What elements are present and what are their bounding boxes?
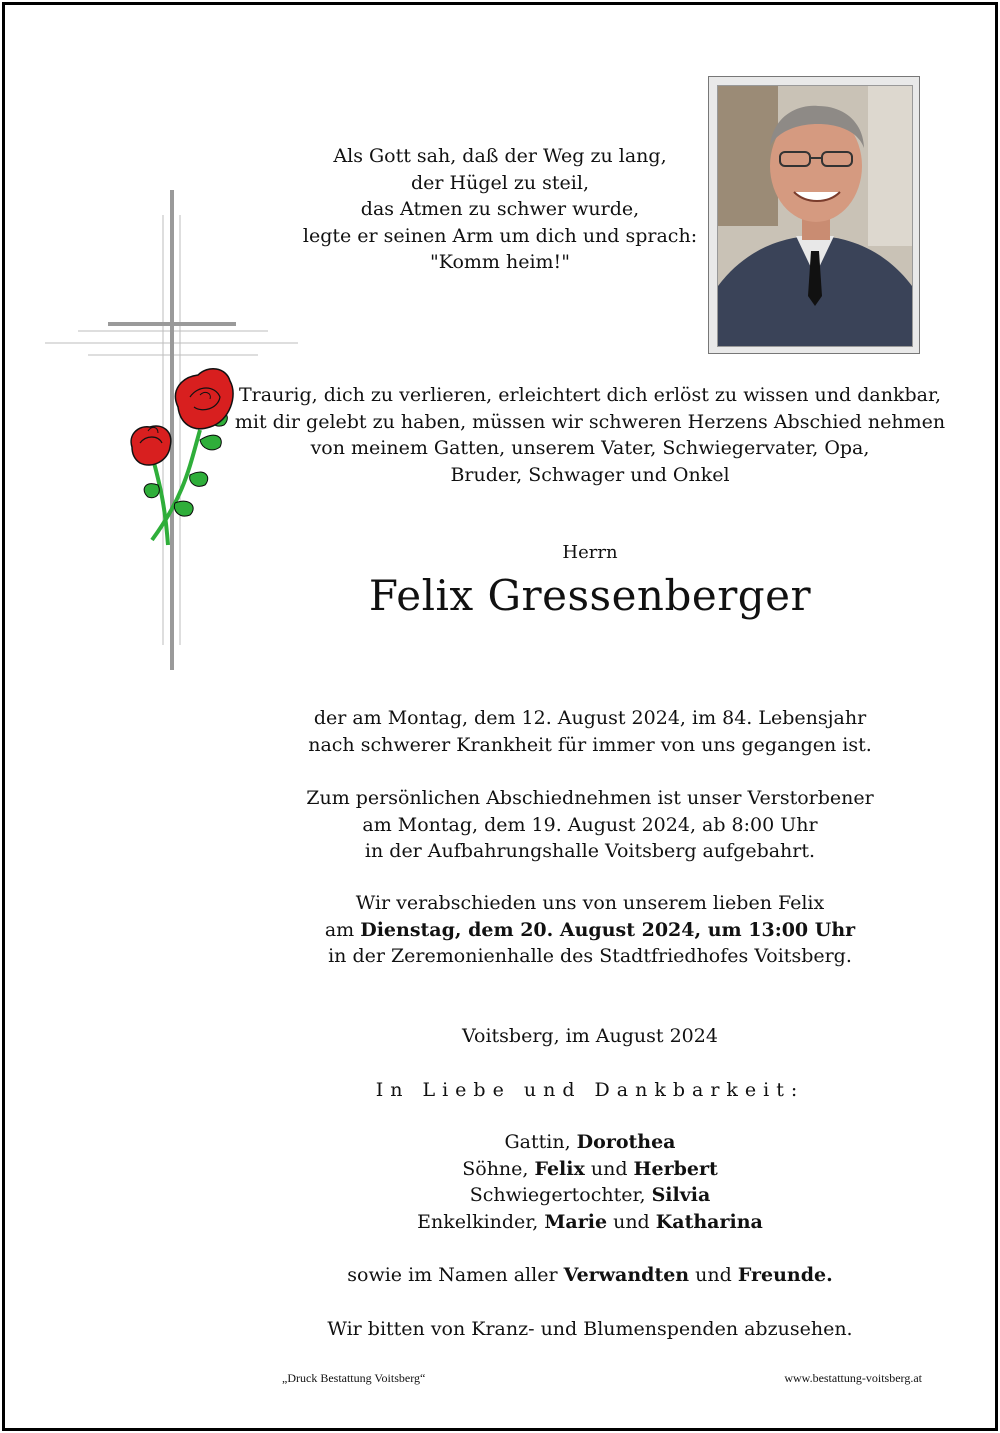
family-label: Gattin, xyxy=(504,1131,577,1153)
intro-line: Bruder, Schwager und Onkel xyxy=(450,463,730,486)
death-notice xyxy=(190,705,990,758)
portrait-photo xyxy=(717,85,913,347)
family-line xyxy=(290,1129,890,1156)
dedication: In Liebe und Dankbarkeit: xyxy=(375,1079,805,1101)
place-date: Voitsberg, im August 2024 xyxy=(462,1025,718,1047)
intro-line: mit dir gelebt zu haben, müssen wir schweren Herzens Abschied nehmen xyxy=(234,410,946,433)
family-label: Söhne, xyxy=(462,1157,535,1180)
viewing-info xyxy=(190,785,990,865)
flower-plea: Wir bitten von Kranz- und Blumenspenden abzusehen. xyxy=(327,1318,853,1340)
deceased-name: Felix Gressenberger xyxy=(368,571,812,620)
death-line: nach schwerer Krankheit für immer von uns gegangen ist. xyxy=(308,733,872,756)
viewing-line: in der Aufbahrungshalle Voitsberg aufgebahrt. xyxy=(364,840,816,862)
funeral-date: Dienstag, dem 20. August 2024, um 13:00 Uhr xyxy=(360,918,856,941)
family-line xyxy=(290,1209,890,1236)
family-member: Herbert xyxy=(633,1157,718,1180)
poem-line: "Komm heim!" xyxy=(430,251,570,273)
footer-printer: „Druck Bestattung Voitsberg“ xyxy=(282,1371,426,1385)
relatives-line xyxy=(190,1262,990,1289)
family-member: Silvia xyxy=(651,1184,711,1206)
funeral-line: Wir verabschieden uns von unserem lieben Felix xyxy=(355,892,825,914)
funeral-prefix: am xyxy=(324,918,361,941)
family-label: Enkelkinder, xyxy=(417,1210,545,1233)
funeral-line: in der Zeremonienhalle des Stadtfriedhofes Voitsberg. xyxy=(328,945,852,967)
family-member: Katharina xyxy=(655,1210,763,1233)
family-member: Felix xyxy=(534,1157,585,1180)
viewing-line: am Montag, dem 19. August 2024, ab 8:00 Uhr xyxy=(362,813,818,836)
family-conjunction: und xyxy=(584,1157,634,1180)
family-list xyxy=(290,1129,890,1235)
poem-line: legte er seinen Arm um dich und sprach: xyxy=(302,224,698,247)
intro-text xyxy=(180,382,1000,488)
death-line: der am Montag, dem 12. August 2024, im 84. Lebensjahr xyxy=(313,707,867,729)
poem-line: das Atmen zu schwer wurde, xyxy=(360,198,640,220)
relatives-prefix: sowie im Namen aller xyxy=(347,1264,564,1286)
family-label: Schwiegertochter, xyxy=(469,1184,652,1206)
poem-line: Als Gott sah, daß der Weg zu lang, xyxy=(333,145,667,167)
funeral-info xyxy=(190,890,990,970)
intro-line: von meinem Gatten, unserem Vater, Schwiegervater, Opa, xyxy=(310,437,870,459)
family-member: Dorothea xyxy=(576,1131,676,1153)
intro-line: Traurig, dich zu verlieren, erleichtert dich erlöst zu wissen und dankbar, xyxy=(238,384,942,406)
portrait-frame xyxy=(708,76,920,354)
salutation: Herrn xyxy=(562,542,618,563)
family-member: Marie xyxy=(544,1210,608,1233)
funeral-line xyxy=(190,917,990,944)
viewing-line: Zum persönlichen Abschiednehmen ist unser Verstorbener xyxy=(306,787,874,809)
family-line xyxy=(290,1182,890,1209)
family-conjunction: und xyxy=(607,1210,656,1233)
family-line xyxy=(290,1156,890,1183)
poem-line: der Hügel zu steil, xyxy=(411,171,589,194)
relatives-bold: Verwandten xyxy=(563,1264,690,1286)
poem xyxy=(240,143,760,276)
relatives-conjunction: und xyxy=(689,1264,738,1286)
footer-website[interactable]: www.bestattung-voitsberg.at xyxy=(784,1371,922,1385)
relatives-bold: Freunde. xyxy=(737,1264,833,1286)
